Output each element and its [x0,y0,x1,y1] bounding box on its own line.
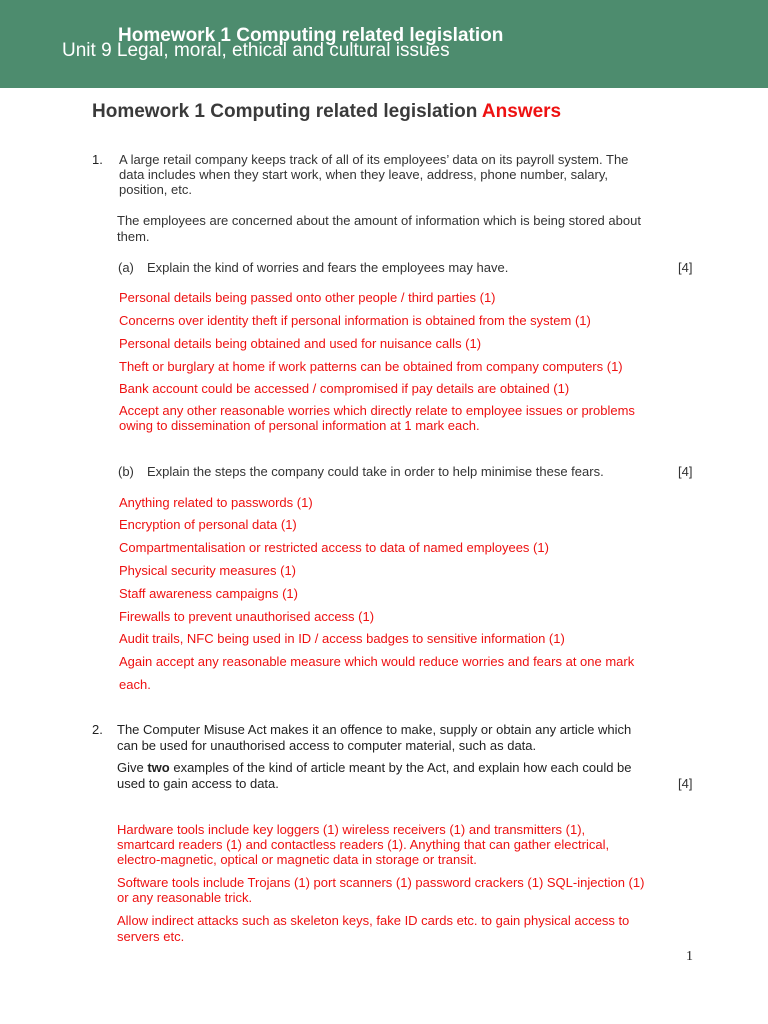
q1-intro-line: A large retail company keeps track of all of its employees’ data on its payroll system. The [119,152,629,167]
q1b-question: Explain the steps the company could take in order to help minimise these fears. [147,464,604,479]
q1-intro-line: position, etc. [119,182,192,197]
q2-answer: electro-magnetic, optical or magnetic data in storage or transit. [117,852,477,867]
q1b-answer: each. [119,677,151,692]
header-banner [0,0,768,88]
q1b-answer: Physical security measures (1) [119,563,296,578]
q2-answer: Allow indirect attacks such as skeleton keys, fake ID cards etc. to gain physical access to [117,913,630,928]
q1-number: 1. [92,152,103,167]
q2-answer: Software tools include Trojans (1) port scanners (1) password crackers (1) SQL-injection (1) [117,875,645,890]
q1b-answer: Audit trails, NFC being used in ID / access badges to sensitive information (1) [119,631,565,646]
q1a-answer: Personal details being passed onto other people / third parties (1) [119,290,496,305]
q1a-answer: Accept any other reasonable worries which directly relate to employee issues or problems [119,403,635,418]
q1b-answer: Compartmentalisation or restricted access to data of named employees (1) [119,540,549,555]
q1-concern-line: The employees are concerned about the amount of information which is being stored about [117,213,641,228]
q2-give-pre: Give [117,760,148,775]
q1b-marks: [4] [678,464,693,479]
unit-title: Unit 9 Legal, moral, ethical and cultural issues [62,40,450,61]
q2-intro-line: The Computer Misuse Act makes it an offence to make, supply or obtain any article which [117,722,632,737]
page-number: 1 [686,949,693,964]
q1a-answer: Personal details being obtained and used for nuisance calls (1) [119,336,482,351]
q2-give-bold: two [147,760,170,775]
q1b-answer: Anything related to passwords (1) [119,495,313,510]
q1a-question: Explain the kind of worries and fears the employees may have. [147,260,509,275]
q1a-marks: [4] [678,260,693,275]
q1a-answer: owing to dissemination of personal information at 1 mark each. [119,418,480,433]
q1b-label: (b) [118,464,134,479]
q2-marks: [4] [678,776,693,791]
page-heading-text: Homework 1 Computing related legislation [92,101,478,122]
q1b-answer: Encryption of personal data (1) [119,517,297,532]
q1a-label: (a) [118,260,134,275]
q1a-answer: Concerns over identity theft if personal information is obtained from the system (1) [119,313,591,328]
q1a-answer: Bank account could be accessed / compromised if pay details are obtained (1) [119,381,570,396]
q2-give-post: examples of the kind of article meant by the Act, and explain how each could be [169,760,632,775]
q1-intro-line: data includes when they start work, when they leave, address, phone number, salary, [119,167,608,182]
page-heading [92,101,561,123]
q2-answer: or any reasonable trick. [117,890,253,905]
q2-number: 2. [92,722,103,737]
q1b-answer: Again accept any reasonable measure which would reduce worries and fears at one mark [119,654,635,669]
q1b-answer: Firewalls to prevent unauthorised access (1) [119,609,375,624]
q2-answer: servers etc. [117,929,185,944]
q1-concern-line: them. [117,229,150,244]
q2-answer: smartcard readers (1) and contactless readers (1). Anything that can gather electrical, [117,837,610,852]
q1a-answer: Theft or burglary at home if work patterns can be obtained from company computers (1) [119,359,623,374]
answers-label: Answers [481,101,562,122]
q2-give-line [117,760,632,775]
q2-give-line-2: used to gain access to data. [117,776,279,791]
q2-intro-line: can be used for unauthorised access to computer material, such as data. [117,738,537,753]
document-title: Homework 1 Computing related legislation [118,25,504,46]
q2-answer: Hardware tools include key loggers (1) wireless receivers (1) and transmitters (1), [117,822,586,837]
q1b-answer: Staff awareness campaigns (1) [119,586,298,601]
